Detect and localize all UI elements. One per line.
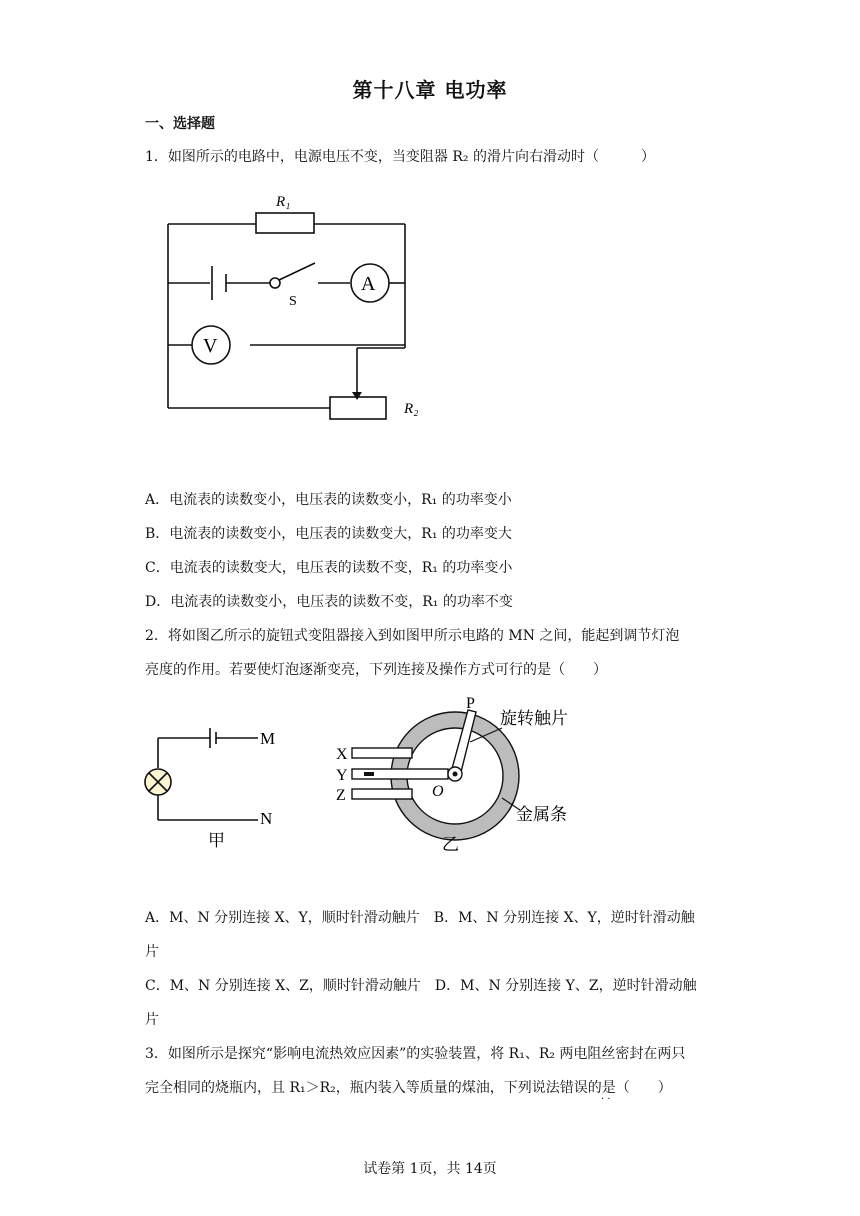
page-footer: 试卷第 1页，共 14页 xyxy=(363,1161,497,1177)
q2-figure-jia xyxy=(140,722,290,852)
question-1-stem: 1．如图所示的电路中，电源电压不变，当变阻器 R₂ 的滑片向右滑动时（ ） xyxy=(145,149,655,165)
label-r1: R₁ xyxy=(276,194,291,210)
label-yi: 乙 xyxy=(442,835,459,854)
label-metal-strip: 金属条 xyxy=(516,805,567,824)
q1-option-b: B．电流表的读数变小，电压表的读数变大，R₁ 的功率变大 xyxy=(145,526,512,542)
section-heading: 一、选择题 xyxy=(145,116,215,132)
emphasis-dots: · · xyxy=(601,1094,611,1105)
label-p: P xyxy=(466,695,475,712)
q1-circuit-diagram xyxy=(160,188,440,428)
label-rotating-slider: 旋转触片 xyxy=(500,709,568,728)
q2-options-line-4: 片 xyxy=(145,1012,159,1028)
label-m: M xyxy=(260,729,276,748)
question-2-stem-line-2: 亮度的作用。若要使灯泡逐渐变亮，下列连接及操作方式可行的是（ ） xyxy=(145,662,607,678)
label-o: O xyxy=(432,783,444,800)
label-ammeter: A xyxy=(361,273,376,295)
q2-options-line-3: C．M、N 分别连接 X、Z，顺时针滑动触片 D．M、N 分别连接 Y、Z，逆时针滑动触 xyxy=(145,978,697,994)
question-2-stem-line-1: 2．将如图乙所示的旋钮式变阻器接入到如图甲所示电路的 MN 之间，能起到调节灯泡 xyxy=(145,628,680,644)
label-x: X xyxy=(336,746,348,763)
question-3-stem-line-1: 3．如图所示是探究“影响电流热效应因素”的实验装置，将 R₁、R₂ 两电阻丝密封在两只 xyxy=(145,1046,686,1062)
q2-options-line-1: A．M、N 分别连接 X、Y，顺时针滑动触片 B．M、N 分别连接 X、Y，逆时针滑动触 xyxy=(145,910,695,926)
label-switch: S xyxy=(289,294,297,309)
q1-option-d: D．电流表的读数变小，电压表的读数不变，R₁ 的功率不变 xyxy=(145,594,513,610)
page-title: 第十八章 电功率 xyxy=(352,78,508,102)
q1-option-c: C．电流表的读数变大，电压表的读数不变，R₁ 的功率变小 xyxy=(145,560,513,576)
label-n: N xyxy=(260,809,273,828)
q1-option-a: A．电流表的读数变小，电压表的读数变小，R₁ 的功率变小 xyxy=(145,492,512,508)
label-voltmeter: V xyxy=(203,335,218,357)
q2-figure-yi xyxy=(330,690,600,860)
label-y: Y xyxy=(336,767,348,784)
question-3-stem-line-2: 完全相同的烧瓶内，且 R₁＞R₂，瓶内装入等质量的煤油，下列说法错误的是（ ） xyxy=(145,1080,672,1096)
label-jia: 甲 xyxy=(208,831,225,850)
q2-options-line-2: 片 xyxy=(145,944,159,960)
label-r2: R₂ xyxy=(404,401,419,417)
label-z: Z xyxy=(336,787,346,804)
